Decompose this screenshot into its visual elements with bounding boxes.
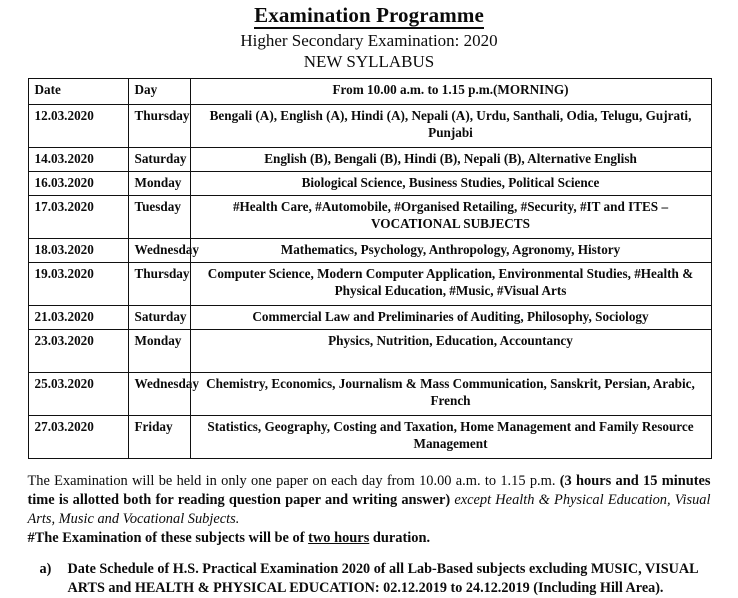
cell-day: Friday <box>128 416 190 459</box>
cell-day: Thursday <box>128 263 190 306</box>
cell-subjects: Chemistry, Economics, Journalism & Mass Communication, Sanskrit, Persian, Arabic, French <box>190 373 711 416</box>
page-subtitle: Higher Secondary Examination: 2020 <box>240 30 498 50</box>
note-hash-underlined: two hours <box>308 530 370 547</box>
cell-day: Monday <box>128 330 190 373</box>
cell-date: 17.03.2020 <box>28 196 128 239</box>
cell-day: Saturday <box>128 148 190 172</box>
table-row <box>28 306 711 330</box>
table-row <box>28 172 711 196</box>
page-title-text: Examination Programme <box>254 3 484 27</box>
table-row <box>28 373 711 416</box>
syllabus-label: NEW SYLLABUS <box>303 52 435 72</box>
list-item-text: Date Schedule of H.S. Practical Examination 2020 of all Lab-Based subjects excluding MUSIC, VISUAL ARTS and HEALTH & PHYSICAL EDUCATION: 02.12.2019 to 24.12.2019 (Including Hill Area). <box>67 561 698 597</box>
practical-exam-list <box>28 560 711 598</box>
cell-subjects: Statistics, Geography, Costing and Taxation, Home Management and Family Resource Management <box>190 416 711 459</box>
cell-date: 27.03.2020 <box>28 416 128 459</box>
cell-day: Wednesday <box>128 373 190 416</box>
cell-date: 25.03.2020 <box>28 373 128 416</box>
cell-day: Thursday <box>128 105 190 148</box>
note-hash-after: duration. <box>369 530 431 547</box>
note-italic-text: except Health & Physical Education, Visual Arts, Music and Vocational Subjects. <box>27 492 711 527</box>
document-page <box>0 4 738 597</box>
column-header-day: Day <box>128 79 190 105</box>
examination-schedule-table <box>28 78 712 459</box>
cell-subjects: Biological Science, Business Studies, Political Science <box>190 172 711 196</box>
cell-subjects: #Health Care, #Automobile, #Organised Retailing, #Security, #IT and ITES –VOCATIONAL SUBJECTS <box>190 196 711 239</box>
table-row <box>28 105 711 148</box>
cell-subjects: Computer Science, Modern Computer Application, Environmental Studies, #Health & Physical Education, #Music, #Visual Arts <box>190 263 711 306</box>
column-header-session: From 10.00 a.m. to 1.15 p.m.(MORNING) <box>190 79 711 105</box>
cell-date: 18.03.2020 <box>28 239 128 263</box>
note-bold-text: (3 hours and 15 minutes time is allotted both for reading question paper and writing answer) <box>27 473 711 509</box>
table-row <box>28 148 711 172</box>
schedule-table-wrapper <box>28 78 711 459</box>
cell-subjects: Commercial Law and Preliminaries of Auditing, Philosophy, Sociology <box>190 306 711 330</box>
cell-date: 16.03.2020 <box>28 172 128 196</box>
cell-subjects: Bengali (A), English (A), Hindi (A), Nepali (A), Urdu, Santhali, Odia, Telugu, Gujrati, Punjabi <box>190 105 711 148</box>
cell-subjects: Mathematics, Psychology, Anthropology, Agronomy, History <box>190 239 711 263</box>
cell-date: 12.03.2020 <box>28 105 128 148</box>
list-item-marker: a) <box>39 561 52 578</box>
note-plain-text: The Examination will be held in only one paper on each day from 10.00 a.m. to 1.15 p.m. <box>27 473 556 490</box>
table-row <box>28 263 711 306</box>
table-row <box>28 196 711 239</box>
table-header-row <box>28 79 711 105</box>
cell-subjects: Physics, Nutrition, Education, Accountancy <box>190 330 711 373</box>
cell-date: 23.03.2020 <box>28 330 128 373</box>
list-item <box>28 560 711 598</box>
table-row <box>28 239 711 263</box>
table-row <box>28 416 711 459</box>
cell-subjects: English (B), Bengali (B), Hindi (B), Nepali (B), Alternative English <box>190 148 711 172</box>
cell-day: Wednesday <box>128 239 190 263</box>
cell-day: Saturday <box>128 306 190 330</box>
cell-date: 19.03.2020 <box>28 263 128 306</box>
cell-day: Tuesday <box>128 196 190 239</box>
column-header-date: Date <box>28 79 128 105</box>
cell-day: Monday <box>128 172 190 196</box>
cell-date: 14.03.2020 <box>28 148 128 172</box>
note-duration-paragraph <box>28 472 711 528</box>
table-row <box>28 330 711 373</box>
page-title <box>0 4 738 28</box>
notes-section <box>28 472 711 548</box>
cell-date: 21.03.2020 <box>28 306 128 330</box>
note-hash-paragraph <box>28 529 711 548</box>
note-hash-before: #The Examination of these subjects will be of <box>27 530 309 547</box>
